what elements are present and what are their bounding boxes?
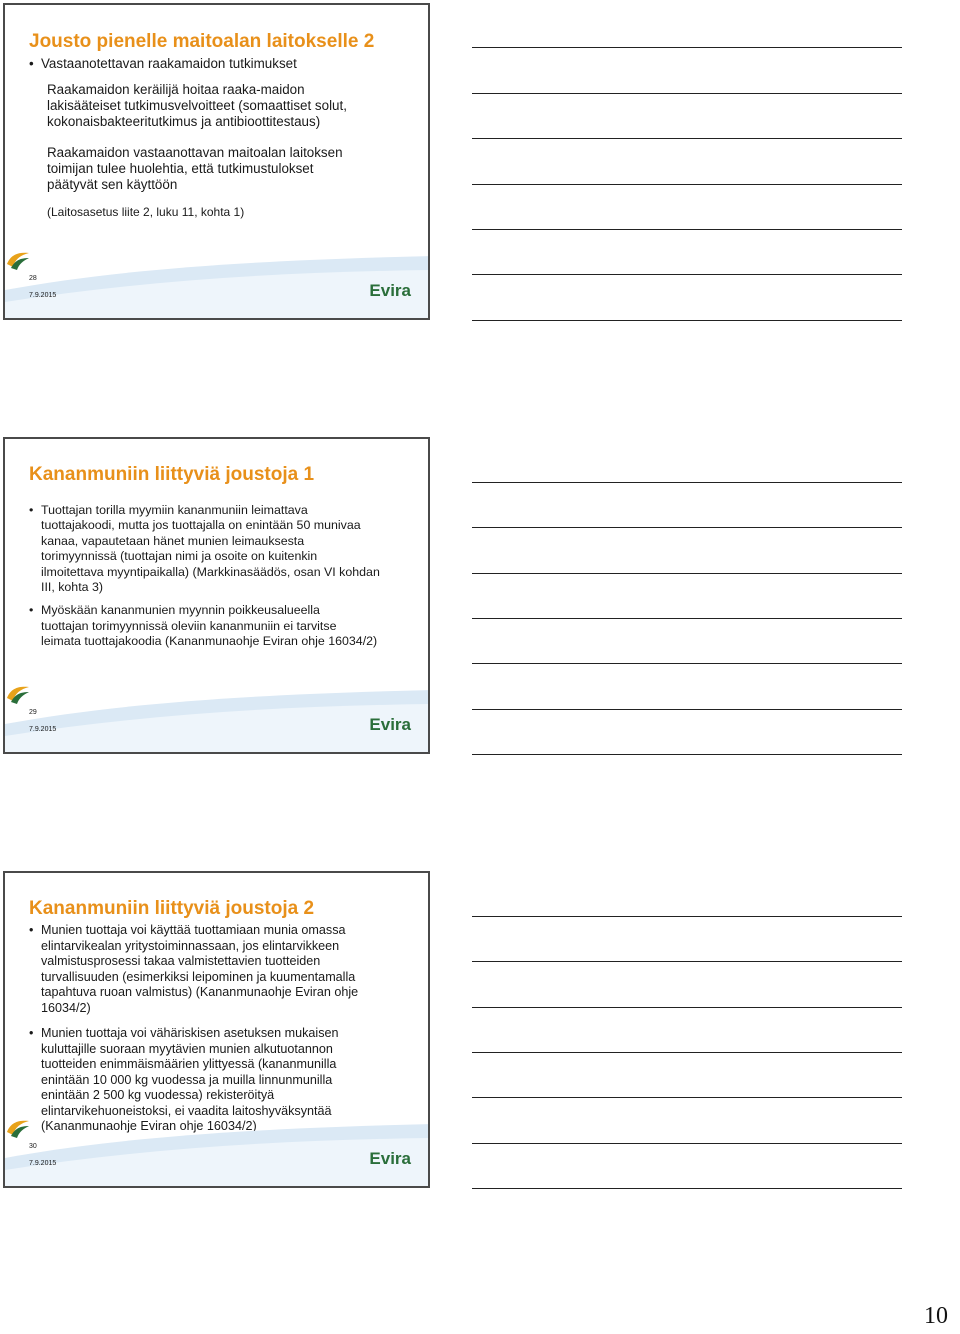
text-line: lakisääteiset tutkimusvelvoitteet (somaattiset solut, <box>47 98 347 113</box>
evira-logo-text: Evira <box>369 281 411 300</box>
note-line <box>472 754 902 755</box>
slide-number: 30 <box>29 1143 37 1150</box>
footer-swoosh <box>5 1118 428 1186</box>
note-line <box>472 618 902 619</box>
citation: (Laitosasetus liite 2, luku 11, kohta 1) <box>47 205 245 219</box>
evira-logo-text: Evira <box>369 715 411 734</box>
text-line: • Tuottajan torilla myymiin kananmuniin leimattava <box>41 503 308 517</box>
slide-body <box>29 56 414 220</box>
note-line <box>472 1097 902 1098</box>
note-line <box>472 184 902 185</box>
evira-logo-icon <box>5 684 31 706</box>
note-line <box>472 663 902 664</box>
note-line <box>472 573 902 574</box>
text-line: III, kohta 3) <box>41 580 103 595</box>
text-line: tuottajakoodi, mutta jos tuottajalla on enintään 50 munivaa <box>41 518 361 533</box>
text-line: Raakamaidon keräilijä hoitaa raaka-maidon <box>47 82 305 97</box>
slide-date: 7.9.2015 <box>29 292 57 299</box>
slide-date: 7.9.2015 <box>29 1160 57 1167</box>
text-line: tapahtuva ruoan valmistus) (Kananmunaohje Eviran ohje <box>41 985 359 999</box>
text-line: • Myöskään kananmunien myynnin poikkeusalueella <box>41 603 320 618</box>
text-line: valmistusprosessi takaa valmistettavien tuotteiden <box>41 954 321 968</box>
slide-28 <box>3 3 430 320</box>
text-line: elintarvikealan yritystoiminnassaan, jos elintarvikkeen <box>41 938 340 953</box>
text-line: • Munien tuottaja voi vähäriskisen asetuksen mukaisen <box>41 1026 339 1040</box>
slide-footer <box>5 1118 428 1186</box>
note-line <box>472 1143 902 1144</box>
text-line: päätyvät sen käyttöön <box>47 177 178 192</box>
text-line: kuluttajille suoraan myytävien munien alkutuotannon <box>41 1041 333 1056</box>
bullet <box>29 923 414 1016</box>
note-line <box>472 274 902 275</box>
slide-date: 7.9.2015 <box>29 726 57 733</box>
paragraph <box>29 145 414 193</box>
note-line <box>472 47 902 48</box>
note-line <box>472 482 902 483</box>
footer-swoosh <box>5 250 428 318</box>
note-line <box>472 1188 902 1189</box>
slide-footer <box>5 250 428 318</box>
note-line <box>472 229 902 230</box>
note-line <box>472 527 902 528</box>
note-line <box>472 961 902 962</box>
note-line <box>472 1007 902 1008</box>
text-line: • Munien tuottaja voi käyttää tuottamiaan munia omassa <box>41 923 346 937</box>
bullet <box>29 503 414 595</box>
text-line: tuottajan torimyynnissä oleviin kananmuniin ei tarvitse <box>41 618 337 633</box>
text-line: leimata tuottajakoodia (Kananmunaohje Eviran ohje 16034/2) <box>41 634 378 649</box>
text-line: kokonaisbakteeritutkimus ja antibioottitestaus) <box>47 114 321 129</box>
note-line <box>472 916 902 917</box>
note-line <box>472 93 902 94</box>
slide-title: Kananmuniin liittyviä joustoja 2 <box>29 898 315 919</box>
note-line <box>472 1052 902 1053</box>
text-line: 16034/2) <box>41 1000 91 1015</box>
text-line: (Kananmunaohje Eviran ohje 16034/2) <box>41 1119 257 1133</box>
evira-logo-icon <box>5 250 31 272</box>
note-line <box>472 709 902 710</box>
slide-number: 29 <box>29 709 37 716</box>
page-number: 10 <box>924 1303 948 1329</box>
slide-title: Jousto pienelle maitoalan laitokselle 2 <box>29 31 375 52</box>
note-line <box>472 320 902 321</box>
slide-footer <box>5 684 428 752</box>
evira-logo-icon <box>5 1118 31 1140</box>
evira-logo-text: Evira <box>369 1149 411 1168</box>
text-line: tuotteiden enimmäismäärien ylittyessä (kananmunilla <box>41 1057 337 1071</box>
text-line: enintään 2 500 kg vuodessa) rekisteröityä <box>41 1088 275 1102</box>
text-line: kanaa, vapautetaan hänet munien leimauksesta <box>41 533 305 548</box>
footer-swoosh <box>5 684 428 752</box>
bullet: • Vastaanotettavan raakamaidon tutkimukset <box>29 56 414 72</box>
text-line: turvallisuuden (esimerkiksi leipominen ja kuumentamalla <box>41 969 356 984</box>
slide-30 <box>3 871 430 1188</box>
text-line: torimyynnissä (tuottajan nimi ja osoite on kuitenkin <box>41 549 318 564</box>
paragraph <box>29 82 414 130</box>
slide-title: Kananmuniin liittyviä joustoja 1 <box>29 464 315 485</box>
text-line: elintarvikehuoneistoksi, ei vaadita laitoshyväksyntää <box>41 1103 332 1118</box>
note-line <box>472 138 902 139</box>
text-line: toimijan tulee huolehtia, että tutkimustulokset <box>47 161 314 176</box>
slide-29 <box>3 437 430 754</box>
bullet <box>29 603 414 649</box>
slide-body <box>29 503 414 650</box>
slide-number: 28 <box>29 275 37 282</box>
text-line: Raakamaidon vastaanottavan maitoalan laitoksen <box>47 145 343 160</box>
slide-body <box>29 923 414 1135</box>
text-line: enintään 10 000 kg vuodessa ja muilla linnunmunilla <box>41 1072 333 1087</box>
text-line: ilmoitettava myyntipaikalla) (Markkinasäädös, osan VI kohdan <box>41 564 380 579</box>
